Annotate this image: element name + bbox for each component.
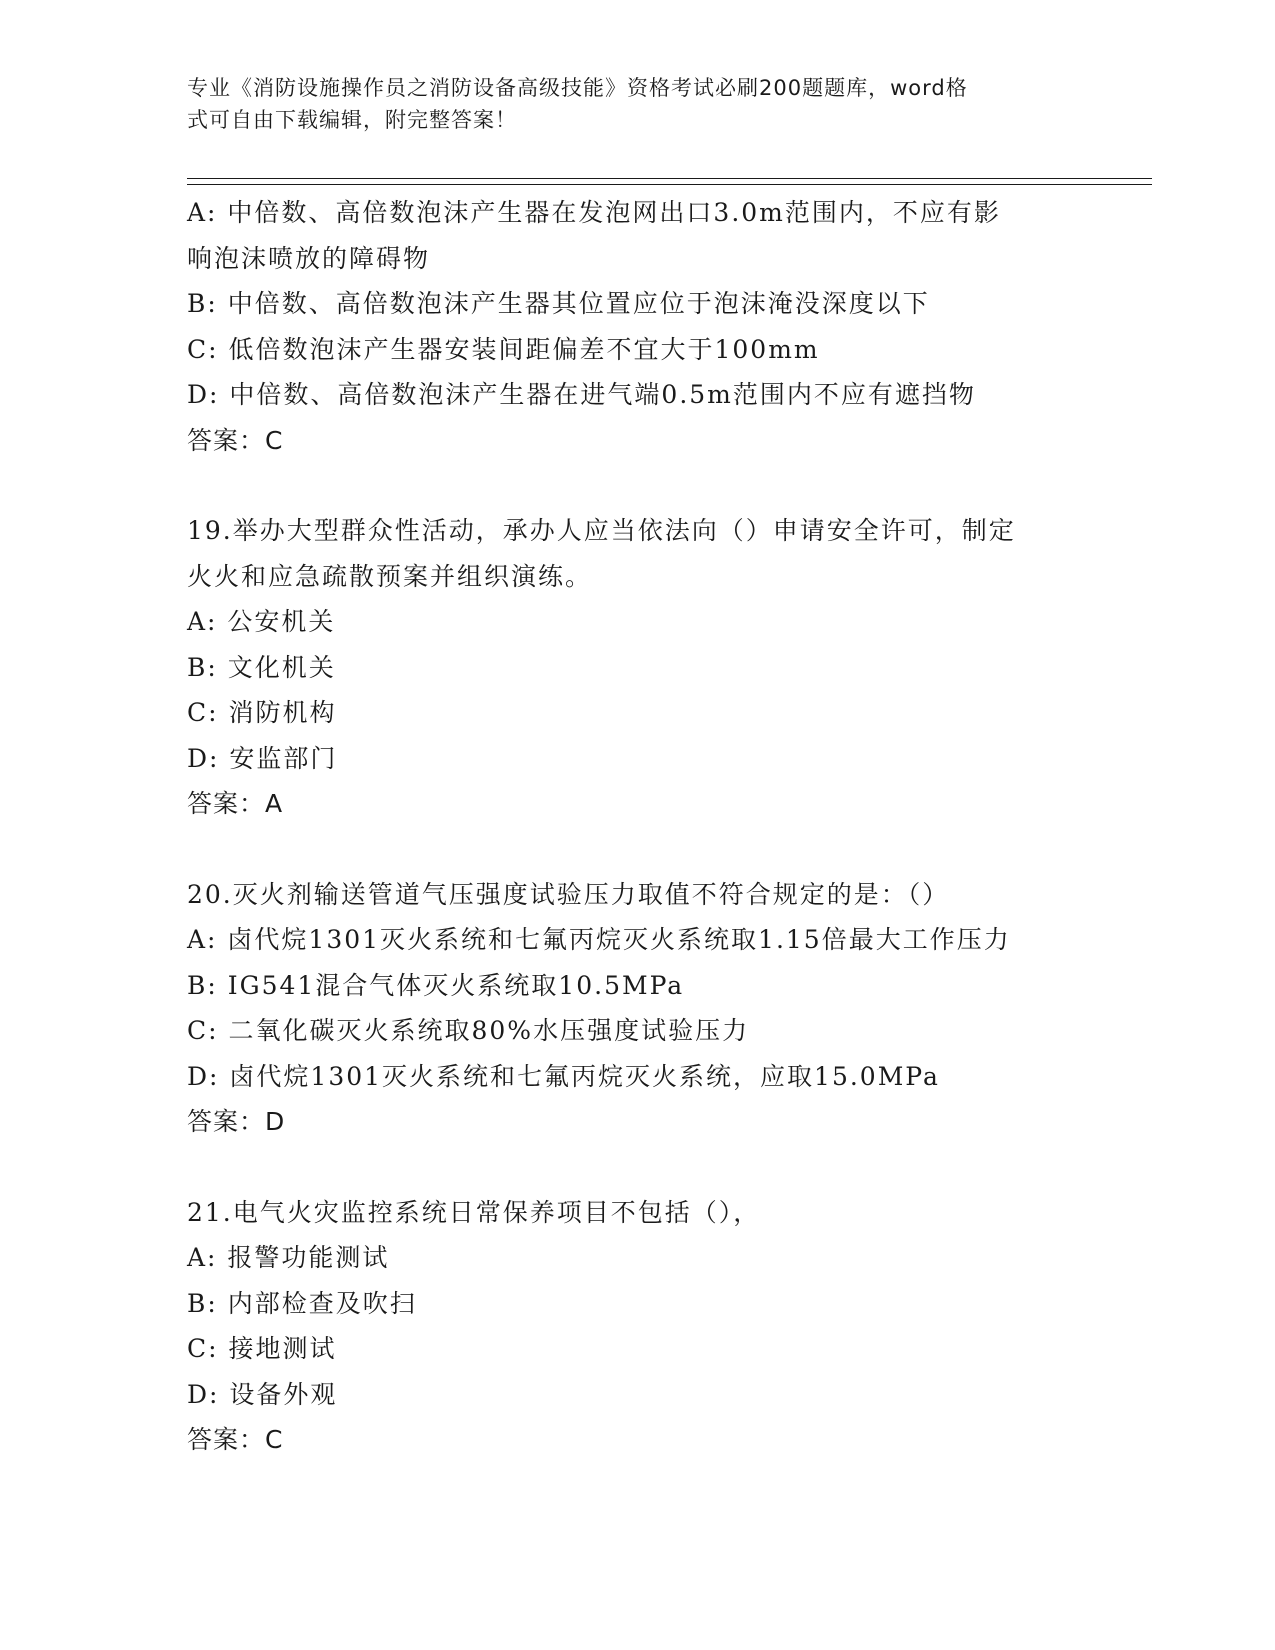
answer: 答案：C [187, 1425, 284, 1454]
answer: 答案：A [187, 789, 284, 818]
option-d: D: 卤代烷1301灭火系统和七氟丙烷灭火系统，应取15.0MPa [187, 1061, 940, 1091]
option-a: A: 卤代烷1301灭火系统和七氟丙烷灭火系统取1.15倍最大工作压力 [187, 925, 1011, 954]
question-19 [187, 508, 1087, 827]
option-c: C: 低倍数泡沫产生器安装间距偏差不宜大于100mm [187, 334, 820, 364]
document-header [187, 72, 1067, 136]
question-18 [187, 190, 1087, 463]
answer: 答案：D [187, 1107, 286, 1136]
option-b: B: 中倍数、高倍数泡沫产生器其位置应位于泡沫淹没深度以下 [187, 289, 930, 318]
question-20 [187, 872, 1087, 1145]
header-divider-bottom [187, 184, 1152, 185]
header-divider-top [187, 178, 1152, 179]
question-21 [187, 1190, 1087, 1463]
option-c: C: 二氧化碳灭火系统取80%水压强度试验压力 [187, 1016, 750, 1045]
option-a-line-2: 响泡沫喷放的障碍物 [187, 243, 431, 273]
option-d: D: 安监部门 [187, 743, 338, 773]
question-stem-line-1: 19.举办大型群众性活动，承办人应当依法向（）申请安全许可，制定 [187, 516, 1016, 545]
question-stem: 21.电气火灾监控系统日常保养项目不包括（）， [187, 1197, 761, 1227]
option-d: D: 中倍数、高倍数泡沫产生器在进气端0.5m范围内不应有遮挡物 [187, 380, 976, 409]
option-c: C: 接地测试 [187, 1334, 337, 1363]
option-b: B: 文化机关 [187, 652, 336, 682]
option-d: D: 设备外观 [187, 1379, 338, 1409]
question-list [187, 190, 1087, 1463]
option-a-line-1: A: 中倍数、高倍数泡沫产生器在发泡网出口3.0m范围内，不应有影 [187, 198, 1001, 227]
option-a: A: 公安机关 [187, 607, 336, 636]
option-a: A: 报警功能测试 [187, 1243, 390, 1272]
option-b: B: 内部检查及吹扫 [187, 1288, 417, 1318]
answer: 答案：C [187, 425, 284, 455]
question-stem-line-2: 火火和应急疏散预案并组织演练。 [187, 561, 593, 591]
option-c: C: 消防机构 [187, 698, 337, 727]
option-b: B: IG541混合气体灭火系统取10.5MPa [187, 970, 685, 1000]
question-stem: 20.灭火剂输送管道气压强度试验压力取值不符合规定的是：（） [187, 879, 950, 909]
header-line-2: 式可自由下载编辑，附完整答案！ [187, 108, 517, 132]
header-line-1: 专业《消防设施操作员之消防设备高级技能》资格考试必刷200题题库，word格 [187, 76, 968, 100]
